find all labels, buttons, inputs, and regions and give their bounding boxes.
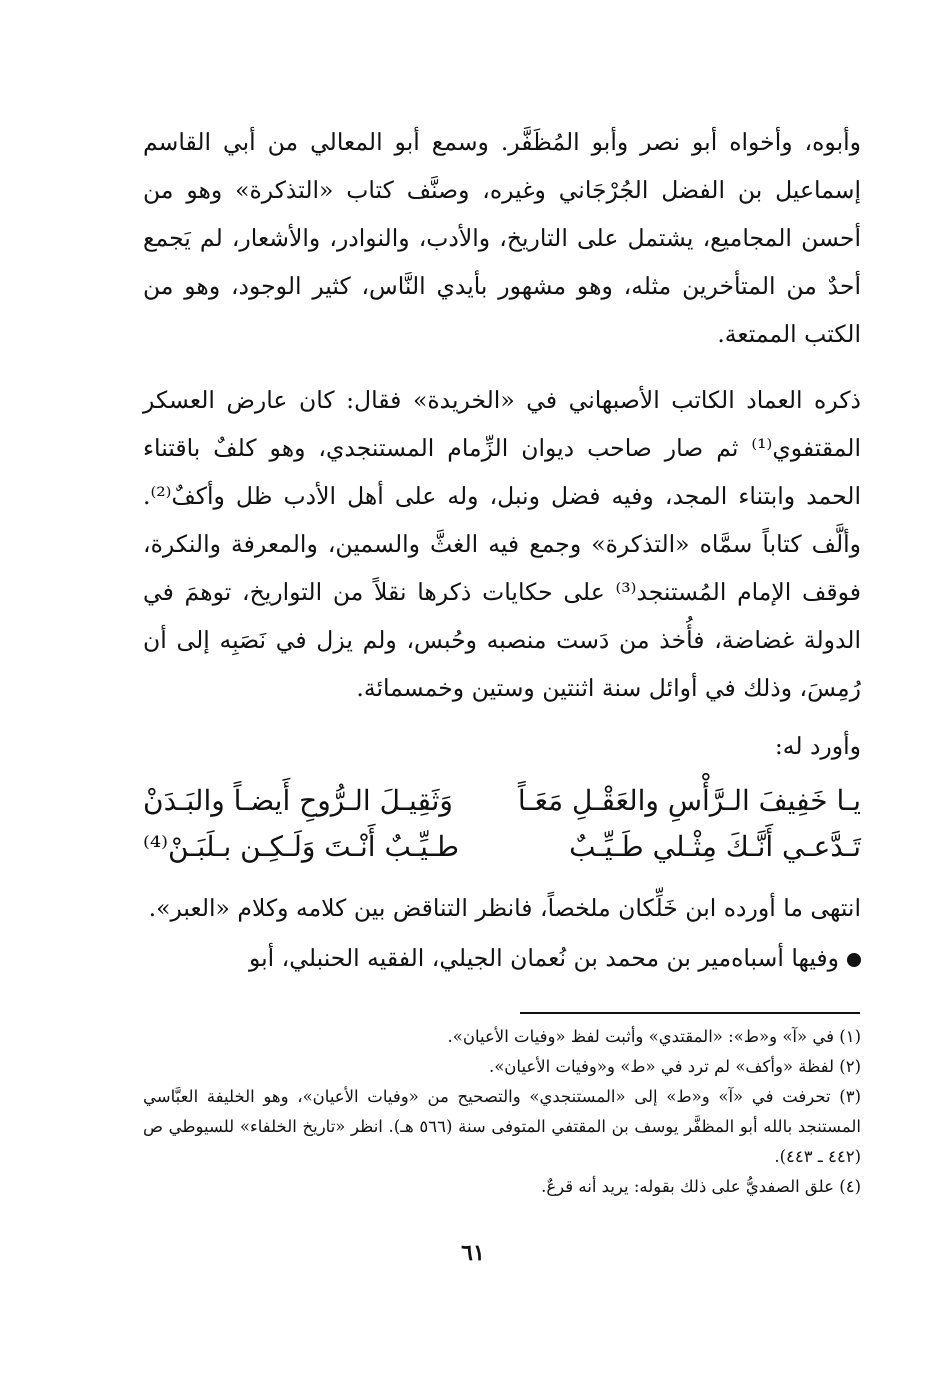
footnote-1: (١) في «آ» و«ط»: «المقتدي» وأثبت لفظ «وفيات الأعيان». xyxy=(447,1027,861,1046)
verse-line-1 xyxy=(143,778,861,824)
main-text xyxy=(143,118,861,982)
poem-verses xyxy=(143,778,861,870)
footnotes xyxy=(143,1022,861,1202)
footnote-2: (٢) لفظة «وأكف» لم ترد في «ط» و«وفيات الأعيان». xyxy=(488,1057,861,1076)
footnote-3: (٣) تحرفت في «آ» و«ط» إلى «المستنجدي» والتصحيح من «وفيات الأعيان»، وهو الخليفة العبَّاسي المستنجد بالله أبو المظفَّر يوسف بن المقتفي المتوفى سنة (٥٦٦ هـ). انظر «تاريخ الخلفاء» للسيوطي ص (٤٤٢ ـ ٤٤٣). xyxy=(143,1087,861,1166)
bullet-entry-text: وفيها أسباه‌مير بن محمد بن نُعمان الجيلي، الفقيه الحنبلي، أبو xyxy=(248,944,839,972)
bullet-dot-icon xyxy=(847,953,861,967)
footnote-4: (٤) علق الصفديُّ على ذلك بقوله: يريد أنه قرعٌ. xyxy=(541,1177,861,1196)
paragraph-2: ذكره العماد الكاتب الأصبهاني في «الخريدة» فقال: كان عارض العسكر المقتفوي⁽¹⁾ ثم صار صاحب ديوان الزِّمام المستنجدي، وهو كلفٌ باقتناء الحمد وابتناء المجد، وفيه فضل ونبل، وله على أهل الأدب ظل وأكفٌ⁽²⁾. وألَّف كتاباً سمَّاه «التذكرة» وجمع فيه الغثَّ والسمين، والمعرفة والنكرة، فوقف الإمام المُستنجد⁽³⁾ على حكايات ذكرها نقلاً من التواريخ، توهمَ في الدولة غضاضة، فأُخذ من دَست منصبه وحُبس، ولم يزل في نَصَبِه إلى أن رُمِسَ، وذلك في أوائل سنة اثنتين وستين وخمسمائة. xyxy=(143,386,861,702)
verse-1-second-hemistich: وَثَقِيـلَ الـرُّوحِ أَيضـاً والبَـدَنْ xyxy=(143,784,453,817)
verse-2-first-hemistich: تَـدَّعـي أَنَّـكَ مِثْـلي طَـيِّـبٌ xyxy=(569,830,861,863)
verse-1-first-hemistich: يـا خَفِيفَ الـرَّأْسِ والعَقْـلِ مَعَـاً xyxy=(517,784,861,817)
footnote-divider xyxy=(520,1012,860,1014)
verse-2-second-hemistich: طـيِّـبٌ أَنْـتَ وَلَـكِـن بـلَبَـنْ⁽⁴⁾ xyxy=(143,830,460,863)
page-number: ٦١ xyxy=(461,1240,485,1266)
verse-intro: وأورد له: xyxy=(774,732,861,760)
verse-line-2 xyxy=(143,824,861,870)
paragraph-1: وأبوه، وأخواه أبو نصر وأبو المُظَفَّر. وسمع أبو المعالي من أبي القاسم إسماعيل بن الفضل الجُرْجَاني وغيره، وصنَّف كتاب «التذكرة» وهو من أحسن المجاميع، يشتمل على التاريخ، والأدب، والنوادر، والأشعار، لم يَجمع أحدٌ من المتأخرين مثله، وهو مشهور بأيدي النَّاس، كثير الوجود، وهو من الكتب الممتعة. xyxy=(143,128,861,348)
bullet-entry xyxy=(143,934,861,982)
paragraph-3: انتهى ما أورده ابن خَلِّكان ملخصاً، فانظر التناقض بين كلامه وكلام «العبر». xyxy=(148,894,861,922)
